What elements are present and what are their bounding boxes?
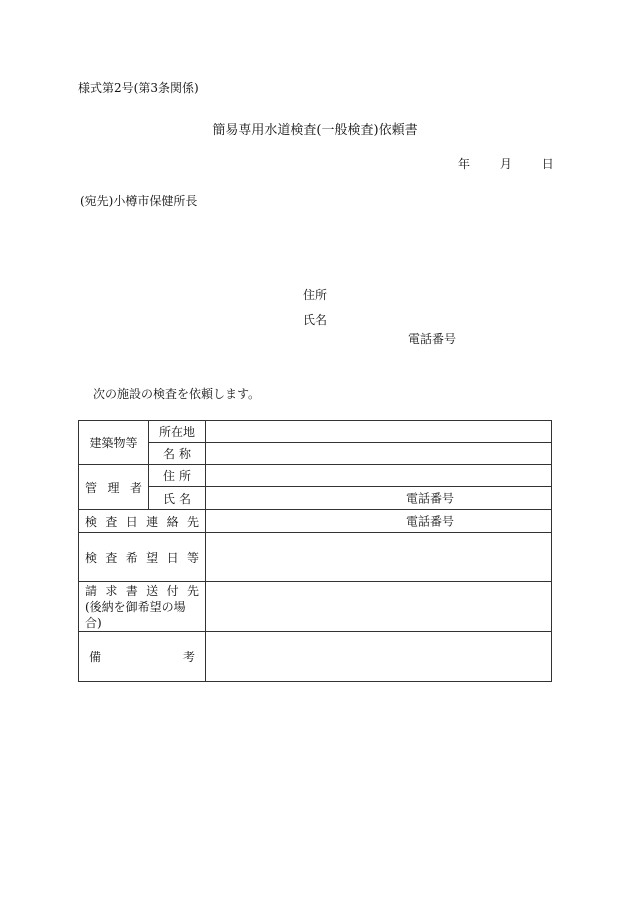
date-day: 日 xyxy=(541,157,554,171)
invoice-note: (後納を御希望の場合) xyxy=(85,599,186,630)
manager-phone-label: 電話番号 xyxy=(406,491,455,506)
building-location-label: 所在地 xyxy=(149,421,206,443)
document-title: 簡易専用水道検査(一般検査)依頼書 xyxy=(212,123,418,138)
date-month: 月 xyxy=(499,157,512,171)
applicant-name-label: 氏名 xyxy=(303,313,328,327)
building-group-label: 建築物等 xyxy=(79,421,149,465)
building-name-field[interactable] xyxy=(206,443,552,465)
request-form-table xyxy=(78,420,552,682)
remarks-label: 備 考 xyxy=(79,632,206,682)
manager-address-field[interactable] xyxy=(206,465,552,487)
manager-name-label: 氏 名 xyxy=(149,487,206,510)
contact-field[interactable] xyxy=(206,510,552,533)
applicant-address-label: 住所 xyxy=(303,288,328,302)
date-line xyxy=(458,155,554,172)
contact-label: 検 査 日 連 絡 先 xyxy=(79,510,206,533)
applicant-phone-label: 電話番号 xyxy=(408,332,457,346)
manager-group-label: 管 理 者 xyxy=(79,465,149,510)
invoice-field[interactable] xyxy=(206,582,552,632)
desired-date-field[interactable] xyxy=(206,533,552,582)
building-location-field[interactable] xyxy=(206,421,552,443)
date-year: 年 xyxy=(458,157,471,171)
invoice-label: 請 求 書 送 付 先 (後納を御希望の場合) xyxy=(79,582,206,632)
manager-name-field[interactable] xyxy=(206,487,552,510)
desired-date-label: 検 査 希 望 日 等 xyxy=(79,533,206,582)
form-number: 様式第2号(第3条関係) xyxy=(78,81,199,95)
contact-phone-label: 電話番号 xyxy=(406,514,455,529)
addressee: (宛先)小樽市保健所長 xyxy=(80,194,198,208)
intro-text: 次の施設の検査を依頼します。 xyxy=(93,387,261,401)
remarks-field[interactable] xyxy=(206,632,552,682)
manager-address-label: 住 所 xyxy=(149,465,206,487)
building-name-label: 名 称 xyxy=(149,443,206,465)
